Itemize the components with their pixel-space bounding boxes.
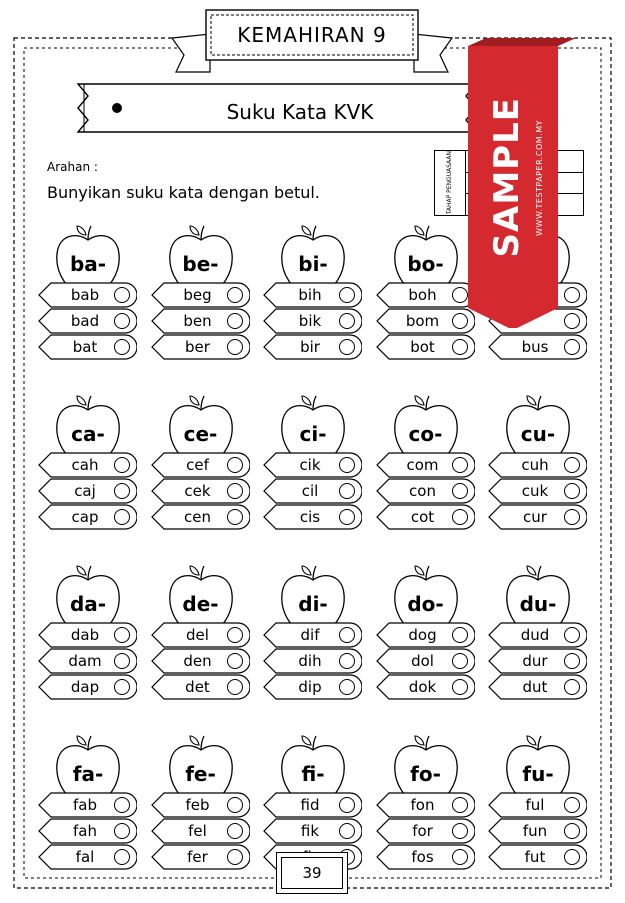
syllable-group bbox=[262, 564, 362, 702]
answer-circle[interactable] bbox=[339, 457, 355, 473]
word-tag bbox=[262, 282, 362, 308]
word-tag bbox=[150, 452, 250, 478]
word-text: cot bbox=[410, 508, 435, 526]
answer-circle[interactable] bbox=[452, 653, 468, 669]
word-text: com bbox=[406, 456, 439, 474]
word-text: fal bbox=[75, 848, 95, 866]
syllable-label: bi- bbox=[298, 252, 328, 276]
word-text: fid bbox=[300, 796, 320, 814]
answer-circle[interactable] bbox=[227, 457, 243, 473]
word-text: cek bbox=[184, 482, 211, 500]
word-text: fun bbox=[522, 822, 548, 840]
answer-circle[interactable] bbox=[452, 679, 468, 695]
syllable-group bbox=[37, 224, 137, 362]
syllable-label: ba- bbox=[69, 252, 107, 276]
word-tag bbox=[150, 648, 250, 674]
word-text: fer bbox=[187, 848, 208, 866]
word-text: dap bbox=[70, 678, 100, 696]
word-tag bbox=[375, 334, 475, 360]
word-text: ber bbox=[185, 338, 210, 356]
word-tag bbox=[487, 622, 587, 648]
answer-circle[interactable] bbox=[452, 797, 468, 813]
word-tag bbox=[262, 478, 362, 504]
word-tag bbox=[37, 674, 137, 700]
word-tag bbox=[150, 478, 250, 504]
syllable-label: ca- bbox=[71, 422, 105, 446]
page-number: 39 bbox=[281, 857, 343, 889]
word-text: dut bbox=[522, 678, 548, 696]
answer-circle[interactable] bbox=[564, 509, 580, 525]
word-text: den bbox=[183, 652, 212, 670]
answer-circle[interactable] bbox=[452, 823, 468, 839]
syllable-label: co- bbox=[408, 422, 443, 446]
word-tag bbox=[487, 648, 587, 674]
word-text: dam bbox=[68, 652, 102, 670]
syllable-group bbox=[375, 734, 475, 872]
word-text: bab bbox=[70, 286, 100, 304]
answer-circle[interactable] bbox=[227, 679, 243, 695]
word-tag bbox=[262, 648, 362, 674]
answer-circle[interactable] bbox=[114, 339, 130, 355]
word-text: cah bbox=[71, 456, 99, 474]
word-text: dok bbox=[408, 678, 437, 696]
answer-circle[interactable] bbox=[114, 457, 130, 473]
word-text: fah bbox=[73, 822, 97, 840]
answer-circle[interactable] bbox=[227, 509, 243, 525]
syllable-group bbox=[375, 394, 475, 532]
word-text: beg bbox=[183, 286, 212, 304]
answer-circle[interactable] bbox=[114, 287, 130, 303]
answer-circle[interactable] bbox=[564, 679, 580, 695]
word-text: fos bbox=[411, 848, 434, 866]
syllable-group bbox=[375, 224, 475, 362]
answer-circle[interactable] bbox=[227, 339, 243, 355]
word-text: bad bbox=[70, 312, 100, 330]
page-title: KEMAHIRAN 9 bbox=[237, 23, 387, 47]
syllable-group bbox=[150, 224, 250, 362]
word-text: fon bbox=[410, 796, 435, 814]
page-number-box bbox=[276, 852, 348, 894]
word-tag bbox=[37, 282, 137, 308]
word-tag bbox=[487, 844, 587, 870]
syllable-group bbox=[150, 734, 250, 872]
answer-circle[interactable] bbox=[227, 627, 243, 643]
word-tag bbox=[37, 478, 137, 504]
answer-circle[interactable] bbox=[564, 457, 580, 473]
answer-circle[interactable] bbox=[227, 483, 243, 499]
word-tag bbox=[375, 452, 475, 478]
syllable-label: cu- bbox=[520, 422, 556, 446]
word-tag bbox=[487, 818, 587, 844]
word-text: bom bbox=[405, 312, 440, 330]
bullet-icon bbox=[112, 103, 122, 113]
word-text: dip bbox=[298, 678, 322, 696]
word-text: dab bbox=[70, 626, 100, 644]
syllable-label: fo- bbox=[410, 762, 441, 786]
syllable-group bbox=[37, 734, 137, 872]
word-tag bbox=[487, 792, 587, 818]
word-tag bbox=[262, 674, 362, 700]
word-text: dog bbox=[408, 626, 437, 644]
syllable-label: de- bbox=[182, 592, 219, 616]
word-text: fel bbox=[188, 822, 207, 840]
answer-circle[interactable] bbox=[339, 797, 355, 813]
word-text: cis bbox=[299, 508, 321, 526]
word-text: dud bbox=[520, 626, 550, 644]
word-text: bus bbox=[521, 338, 549, 356]
syllable-label: du- bbox=[519, 592, 557, 616]
word-tag bbox=[375, 844, 475, 870]
word-tag bbox=[375, 282, 475, 308]
answer-circle[interactable] bbox=[114, 627, 130, 643]
word-text: det bbox=[185, 678, 210, 696]
syllable-label: ci- bbox=[299, 422, 327, 446]
word-tag bbox=[150, 674, 250, 700]
answer-circle[interactable] bbox=[452, 627, 468, 643]
word-text: ben bbox=[183, 312, 212, 330]
word-tag bbox=[262, 792, 362, 818]
word-tag bbox=[375, 818, 475, 844]
page-subtitle: Suku Kata KVK bbox=[226, 100, 374, 124]
word-text: dur bbox=[522, 652, 548, 670]
answer-circle[interactable] bbox=[452, 313, 468, 329]
answer-circle[interactable] bbox=[227, 313, 243, 329]
syllable-group bbox=[262, 394, 362, 532]
answer-circle[interactable] bbox=[564, 797, 580, 813]
word-text: bir bbox=[300, 338, 320, 356]
word-text: fik bbox=[300, 822, 320, 840]
word-text: cil bbox=[301, 482, 319, 500]
word-tag bbox=[375, 792, 475, 818]
answer-circle[interactable] bbox=[339, 627, 355, 643]
word-tag bbox=[37, 818, 137, 844]
answer-circle[interactable] bbox=[339, 679, 355, 695]
word-tag bbox=[150, 792, 250, 818]
word-tag bbox=[375, 648, 475, 674]
syllable-label: bo- bbox=[407, 252, 444, 276]
word-tag bbox=[37, 648, 137, 674]
answer-circle[interactable] bbox=[452, 457, 468, 473]
word-text: fut bbox=[524, 848, 546, 866]
syllable-label: fi- bbox=[301, 762, 325, 786]
word-tag bbox=[375, 504, 475, 530]
word-tag bbox=[262, 452, 362, 478]
syllable-group bbox=[150, 564, 250, 702]
word-tag bbox=[262, 818, 362, 844]
answer-circle[interactable] bbox=[452, 339, 468, 355]
sample-url: WWW.TESTPAPER.COM.MY bbox=[534, 120, 544, 236]
word-text: dih bbox=[298, 652, 322, 670]
answer-circle[interactable] bbox=[114, 797, 130, 813]
answer-circle[interactable] bbox=[564, 653, 580, 669]
word-text: del bbox=[186, 626, 209, 644]
word-tag bbox=[37, 504, 137, 530]
word-tag bbox=[375, 622, 475, 648]
word-text: bot bbox=[410, 338, 435, 356]
word-text: for bbox=[412, 822, 433, 840]
word-tag bbox=[150, 622, 250, 648]
word-tag bbox=[262, 308, 362, 334]
word-tag bbox=[487, 674, 587, 700]
syllable-group bbox=[375, 564, 475, 702]
syllable-label: fa- bbox=[72, 762, 104, 786]
word-text: ful bbox=[525, 796, 545, 814]
syllable-group bbox=[487, 394, 587, 532]
word-text: dif bbox=[300, 626, 320, 644]
instructions-text: Bunyikan suku kata dengan betul. bbox=[47, 183, 320, 202]
tahap-heading: TAHAP PENGUASAAN bbox=[434, 150, 466, 216]
word-text: feb bbox=[185, 796, 210, 814]
answer-circle[interactable] bbox=[452, 483, 468, 499]
answer-circle[interactable] bbox=[227, 797, 243, 813]
answer-circle[interactable] bbox=[114, 823, 130, 839]
answer-circle[interactable] bbox=[227, 849, 243, 865]
answer-circle[interactable] bbox=[339, 823, 355, 839]
word-text: bih bbox=[298, 286, 322, 304]
answer-circle[interactable] bbox=[339, 313, 355, 329]
word-text: cur bbox=[523, 508, 547, 526]
word-tag bbox=[487, 504, 587, 530]
word-text: caj bbox=[74, 482, 96, 500]
answer-circle[interactable] bbox=[339, 483, 355, 499]
word-text: cuh bbox=[521, 456, 549, 474]
word-tag bbox=[150, 844, 250, 870]
syllable-group bbox=[262, 224, 362, 362]
answer-circle[interactable] bbox=[564, 483, 580, 499]
syllable-label: da- bbox=[69, 592, 107, 616]
word-text: cik bbox=[299, 456, 321, 474]
word-tag bbox=[150, 504, 250, 530]
word-tag bbox=[150, 334, 250, 360]
syllable-label: do- bbox=[407, 592, 444, 616]
syllable-label: di- bbox=[298, 592, 328, 616]
word-text: cuk bbox=[521, 482, 549, 500]
word-tag bbox=[262, 334, 362, 360]
syllable-label: fe- bbox=[185, 762, 216, 786]
word-tag bbox=[262, 504, 362, 530]
word-text: cef bbox=[186, 456, 209, 474]
word-tag bbox=[487, 334, 587, 360]
syllable-group bbox=[37, 564, 137, 702]
word-tag bbox=[37, 792, 137, 818]
answer-circle[interactable] bbox=[227, 653, 243, 669]
answer-circle[interactable] bbox=[564, 627, 580, 643]
answer-circle[interactable] bbox=[227, 823, 243, 839]
answer-circle[interactable] bbox=[452, 509, 468, 525]
sample-text: SAMPLE bbox=[487, 96, 527, 258]
word-tag bbox=[37, 622, 137, 648]
answer-circle[interactable] bbox=[227, 287, 243, 303]
answer-circle[interactable] bbox=[114, 509, 130, 525]
word-text: bat bbox=[72, 338, 98, 356]
syllable-label: fu- bbox=[522, 762, 554, 786]
answer-circle[interactable] bbox=[564, 339, 580, 355]
answer-circle[interactable] bbox=[114, 849, 130, 865]
answer-circle[interactable] bbox=[114, 679, 130, 695]
syllable-group bbox=[487, 564, 587, 702]
answer-circle[interactable] bbox=[452, 287, 468, 303]
instructions-label: Arahan : bbox=[47, 160, 98, 174]
answer-circle[interactable] bbox=[114, 483, 130, 499]
syllable-group bbox=[487, 734, 587, 872]
word-tag bbox=[37, 844, 137, 870]
word-text: dol bbox=[411, 652, 434, 670]
word-tag bbox=[375, 674, 475, 700]
answer-circle[interactable] bbox=[564, 823, 580, 839]
syllable-group bbox=[37, 394, 137, 532]
word-tag bbox=[37, 452, 137, 478]
word-text: fab bbox=[73, 796, 97, 814]
answer-circle[interactable] bbox=[452, 849, 468, 865]
word-tag bbox=[262, 622, 362, 648]
word-tag bbox=[150, 818, 250, 844]
word-tag bbox=[375, 308, 475, 334]
word-text: cen bbox=[184, 508, 211, 526]
answer-circle[interactable] bbox=[114, 653, 130, 669]
answer-circle[interactable] bbox=[339, 287, 355, 303]
word-tag bbox=[375, 478, 475, 504]
word-tag bbox=[487, 452, 587, 478]
word-tag bbox=[150, 282, 250, 308]
word-tag bbox=[37, 334, 137, 360]
answer-circle[interactable] bbox=[339, 339, 355, 355]
word-tag bbox=[150, 308, 250, 334]
word-text: con bbox=[409, 482, 436, 500]
word-tag bbox=[37, 308, 137, 334]
answer-circle[interactable] bbox=[339, 509, 355, 525]
word-text: cap bbox=[71, 508, 99, 526]
word-text: boh bbox=[408, 286, 437, 304]
syllable-label: be- bbox=[182, 252, 219, 276]
answer-circle[interactable] bbox=[564, 849, 580, 865]
syllable-label: ce- bbox=[183, 422, 218, 446]
answer-circle[interactable] bbox=[339, 653, 355, 669]
word-text: bik bbox=[298, 312, 322, 330]
syllable-group bbox=[150, 394, 250, 532]
word-tag bbox=[487, 478, 587, 504]
answer-circle[interactable] bbox=[114, 313, 130, 329]
